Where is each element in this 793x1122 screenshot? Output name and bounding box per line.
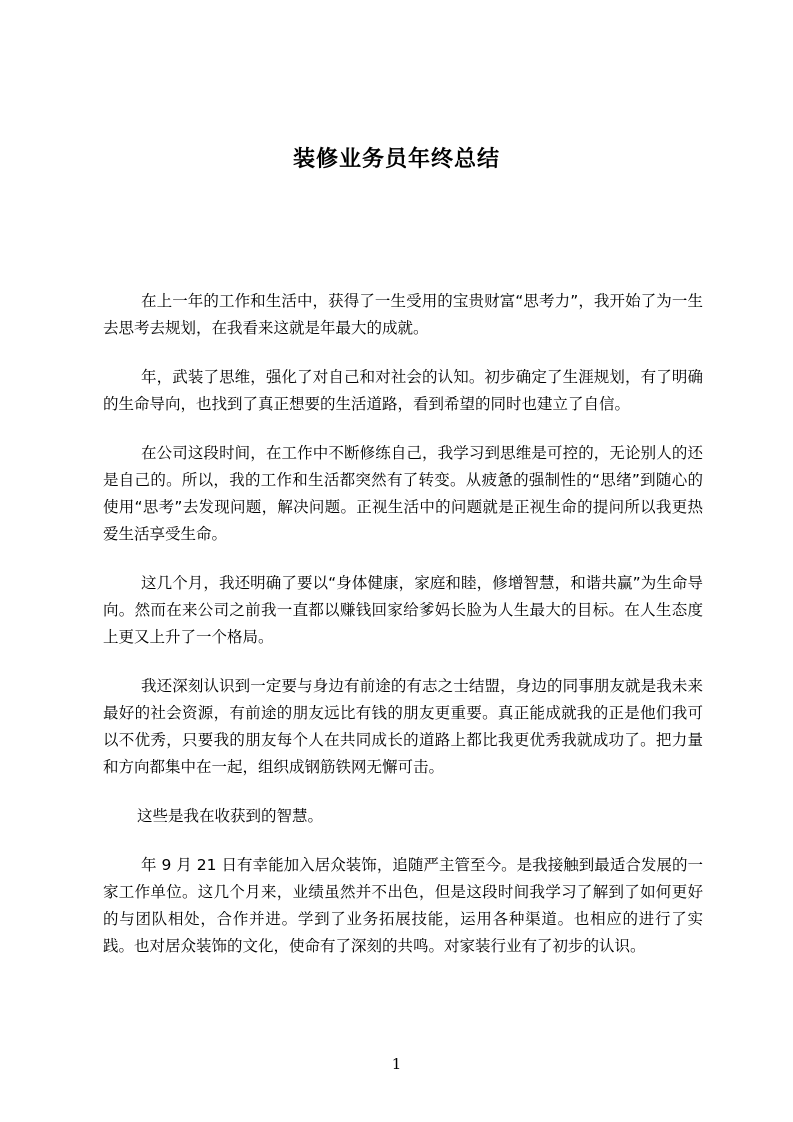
paragraph: 这几个月，我还明确了要以“身体健康，家庭和睦，修增智慧，和谐共赢”为生命导向。然而在来公司之前我一直都以赚钱回家给爹妈长脸为人生最大的目标。在人生态度上更又上升了一个格局。 [103, 574, 703, 646]
page-number: 1 [391, 1055, 402, 1073]
paragraph: 年 9 月 21 日有幸能加入居众装饰，追随严主管至今。是我接触到最适合发展的一家工作单位。这几个月来，业绩虽然并不出色，但是这段时间我学习了解到了如何更好的与团队相处，合作并进。学到了业务拓展技能，运用各种渠道。也相应的进行了实践。也对居众装饰的文化，使命有了深刻的共鸣。对家装行业有了初步的认识。 [103, 856, 703, 955]
document-body [103, 288, 703, 982]
paragraph: 我还深刻认识到一定要与身边有前途的有志之士结盟，身边的同事朋友就是我未来最好的社会资源，有前途的朋友远比有钱的朋友更重要。真正能成就我的正是他们我可以不优秀，只要我的朋友每个人在共同成长的道路上都比我更优秀我就成功了。把力量和方向都集中在一起，组织成钢筋铁网无懈可击。 [103, 677, 703, 776]
paragraph: 年，武装了思维，强化了对自己和对社会的认知。初步确定了生涯规划，有了明确的生命导向，也找到了真正想要的生活道路，看到希望的同时也建立了自信。 [103, 368, 703, 413]
paragraph: 在公司这段时间，在工作中不断修练自己，我学习到思维是可控的，无论别人的还是自己的。所以，我的工作和生活都突然有了转变。从疲惫的强制性的“思绪”到随心的使用“思考”去发现问题，解决问题。正视生活中的问题就是正视生命的提问所以我更热爱生活享受生命。 [103, 444, 703, 543]
paragraph: 在上一年的工作和生活中，获得了一生受用的宝贵财富“思考力”，我开始了为一生去思考去规划，在我看来这就是年最大的成就。 [103, 292, 703, 337]
paragraph: 这些是我在收获到的智慧。 [137, 807, 324, 825]
document-title: 装修业务员年终总结 [292, 147, 500, 172]
